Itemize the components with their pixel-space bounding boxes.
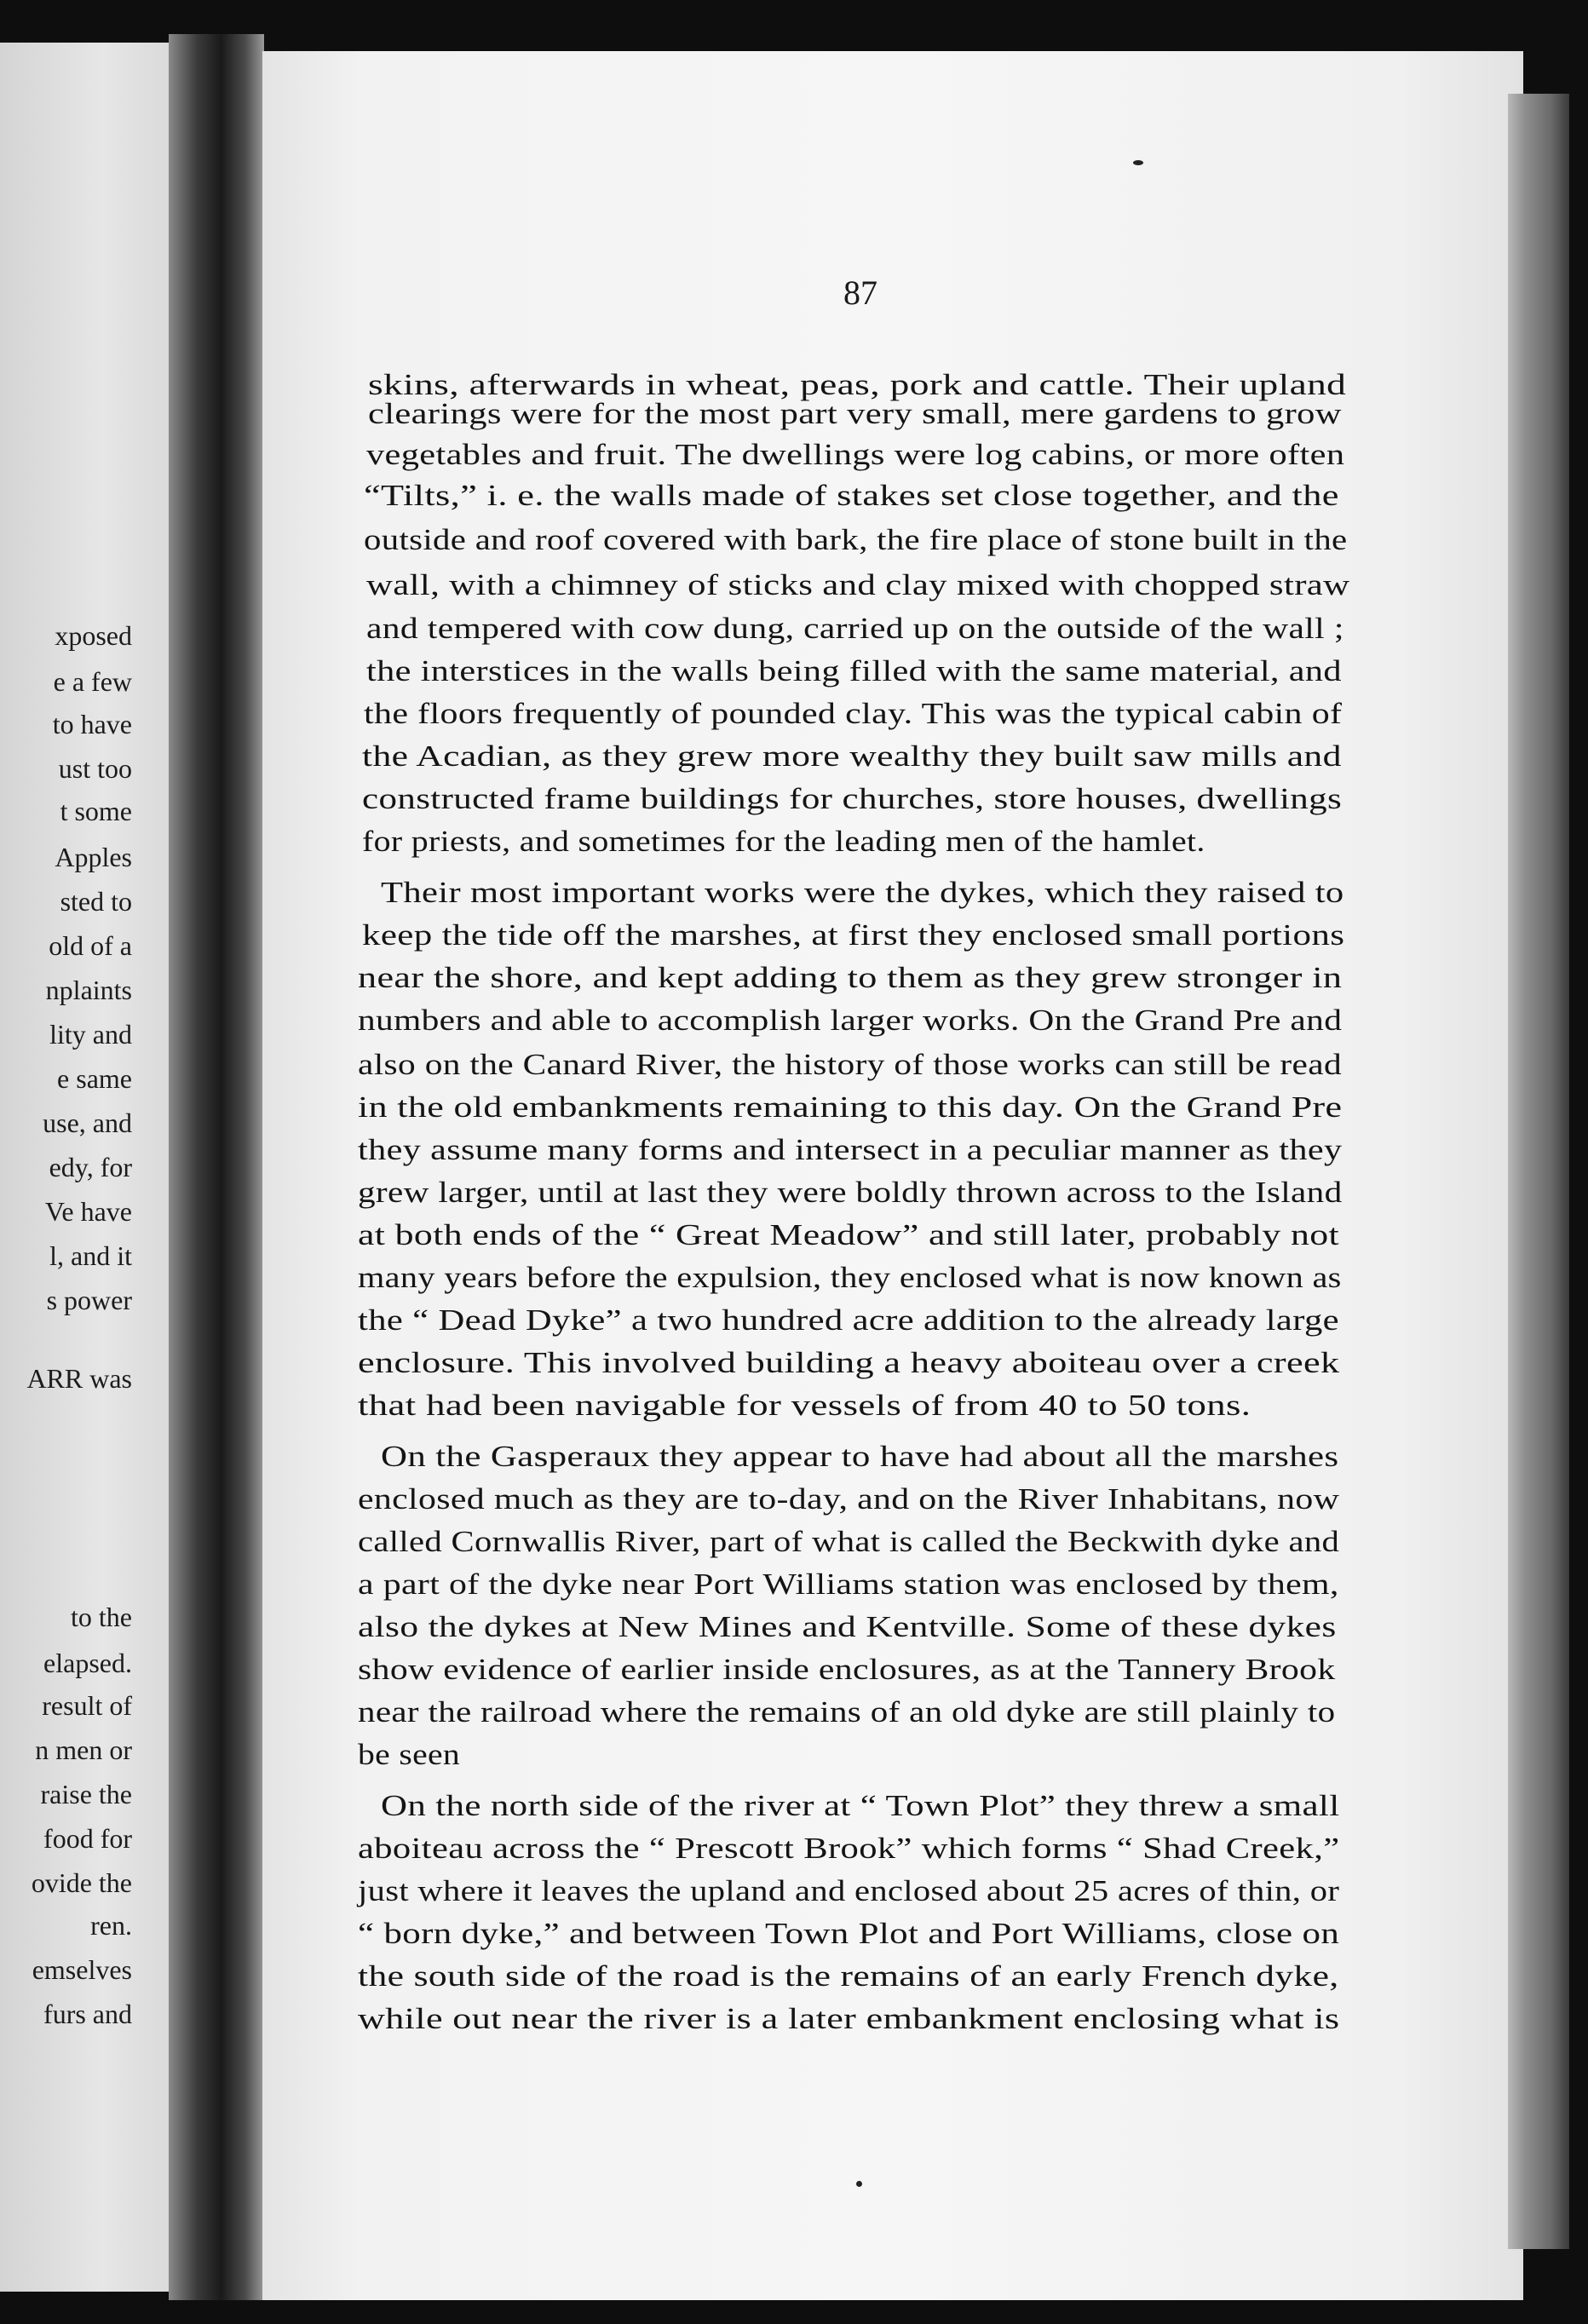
text-line: the Acadian, as they grew more wealthy they built saw mills and: [362, 739, 1342, 773]
facing-page-text-fragment: use, and: [43, 1107, 132, 1138]
facing-page-text-fragment: to the: [71, 1602, 132, 1632]
text-line: vegetables and fruit. The dwellings were log cabins, or more often: [366, 438, 1345, 471]
facing-page-text-fragment: e same: [57, 1063, 132, 1094]
text-line: wall, with a chimney of sticks and clay mixed with chopped straw: [366, 568, 1350, 601]
text-line: grew larger, until at last they were boldly thrown across to the Island: [358, 1176, 1343, 1209]
text-line: just where it leaves the upland and enclosed about 25 acres of thin, or: [358, 1874, 1340, 1907]
facing-page-text-fragment: e a few: [53, 666, 132, 697]
text-line: skins, afterwards in wheat, peas, pork and cattle. Their upland: [368, 368, 1347, 401]
text-line: for priests, and sometimes for the leading men of the hamlet.: [362, 825, 1205, 858]
text-line: near the railroad where the remains of an old dyke are still plainly to: [358, 1695, 1336, 1729]
text-line: the “ Dead Dyke” a two hundred acre addition to the already large: [358, 1303, 1339, 1337]
text-line: the south side of the road is the remains of an early French dyke,: [358, 1959, 1339, 1993]
facing-page-text-fragment: nplaints: [45, 975, 132, 1005]
facing-page-text-fragment: s power: [46, 1285, 132, 1315]
facing-page-text-fragment: lity and: [49, 1019, 132, 1050]
text-line: that had been navigable for vessels of from 40 to 50 tons.: [358, 1389, 1251, 1422]
facing-page-text-fragment: sted to: [60, 886, 132, 917]
facing-page-text-fragment: ARR was: [26, 1363, 132, 1394]
page-number: 87: [843, 273, 877, 312]
text-line: enclosure. This involved building a heavy aboiteau over a creek: [358, 1346, 1340, 1379]
text-line: and tempered with cow dung, carried up on the outside of the wall ;: [366, 612, 1344, 645]
text-line: a part of the dyke near Port Williams station was enclosed by them,: [358, 1568, 1339, 1601]
text-line: be seen: [358, 1738, 461, 1771]
facing-page-text-fragment: l, and it: [49, 1240, 132, 1271]
facing-page-text-fragment: old of a: [49, 930, 132, 961]
facing-page-text-fragment: emselves: [32, 1954, 132, 1985]
facing-page-text-fragment: Ve have: [44, 1196, 132, 1227]
facing-page-text-fragment: ren.: [90, 1910, 132, 1941]
facing-page-text-fragment: xposed: [55, 620, 132, 651]
text-line: called Cornwallis River, part of what is called the Beckwith dyke and: [358, 1525, 1340, 1558]
text-line: at both ends of the “ Great Meadow” and still later, probably not: [358, 1218, 1340, 1251]
facing-page-text-fragment: result of: [42, 1690, 132, 1721]
text-line: they assume many forms and intersect in a peculiar manner as they: [358, 1133, 1343, 1166]
text-line: clearings were for the most part very small, mere gardens to grow: [368, 397, 1342, 430]
text-line: aboiteau across the “ Prescott Brook” which forms “ Shad Creek,”: [358, 1832, 1340, 1865]
text-line: also on the Canard River, the history of those works can still be read: [358, 1048, 1342, 1081]
text-line: On the Gasperaux they appear to have had about all the marshes: [381, 1440, 1339, 1473]
text-line: “Tilts,” i. e. the walls made of stakes set close together, and the: [364, 479, 1339, 512]
facing-page-text-fragment: elapsed.: [43, 1648, 132, 1678]
facing-page-text-fragment: t some: [60, 796, 132, 826]
text-line: “ born dyke,” and between Town Plot and Port Williams, close on: [358, 1917, 1340, 1950]
text-line: keep the tide off the marshes, at first they enclosed small portions: [362, 918, 1345, 952]
ink-speck: [856, 2181, 862, 2187]
text-line: outside and roof covered with bark, the fire place of stone built in the: [364, 523, 1348, 556]
text-line: On the north side of the river at “ Town Plot” they threw a small: [381, 1789, 1340, 1822]
facing-page-text-fragment: to have: [52, 709, 132, 739]
text-line: the interstices in the walls being filled with the same material, and: [366, 654, 1342, 687]
ink-speck: [1133, 160, 1143, 165]
facing-page-text-fragment: food for: [43, 1823, 132, 1854]
facing-page-text-fragment: raise the: [40, 1779, 132, 1809]
text-line: in the old embankments remaining to this day. On the Grand Pre: [358, 1090, 1343, 1124]
facing-page-text-fragment: edy, for: [49, 1152, 132, 1182]
text-line: show evidence of earlier inside enclosures, as at the Tannery Brook: [358, 1653, 1336, 1686]
text-line: Their most important works were the dykes, which they raised to: [381, 876, 1344, 909]
text-line: while out near the river is a later embankment enclosing what is: [358, 2002, 1340, 2035]
text-line: numbers and able to accomplish larger works. On the Grand Pre and: [358, 1004, 1343, 1037]
facing-page-text-fragment: furs and: [43, 1999, 132, 2029]
facing-page-text-fragment: n men or: [35, 1734, 132, 1765]
text-line: the floors frequently of pounded clay. This was the typical cabin of: [364, 697, 1343, 730]
facing-page-text-fragment: Apples: [55, 842, 132, 872]
facing-page-text-fragment: ovide the: [31, 1867, 132, 1898]
facing-page-text-fragment: ust too: [58, 753, 132, 784]
text-line: also the dykes at New Mines and Kentville. Some of these dykes: [358, 1610, 1337, 1643]
text-line: constructed frame buildings for churches, store houses, dwellings: [362, 782, 1343, 815]
text-line: enclosed much as they are to-day, and on the River Inhabitans, now: [358, 1482, 1340, 1516]
text-line: near the shore, and kept adding to them as they grew stronger in: [358, 961, 1343, 994]
text-line: many years before the expulsion, they enclosed what is now known as: [358, 1261, 1342, 1294]
